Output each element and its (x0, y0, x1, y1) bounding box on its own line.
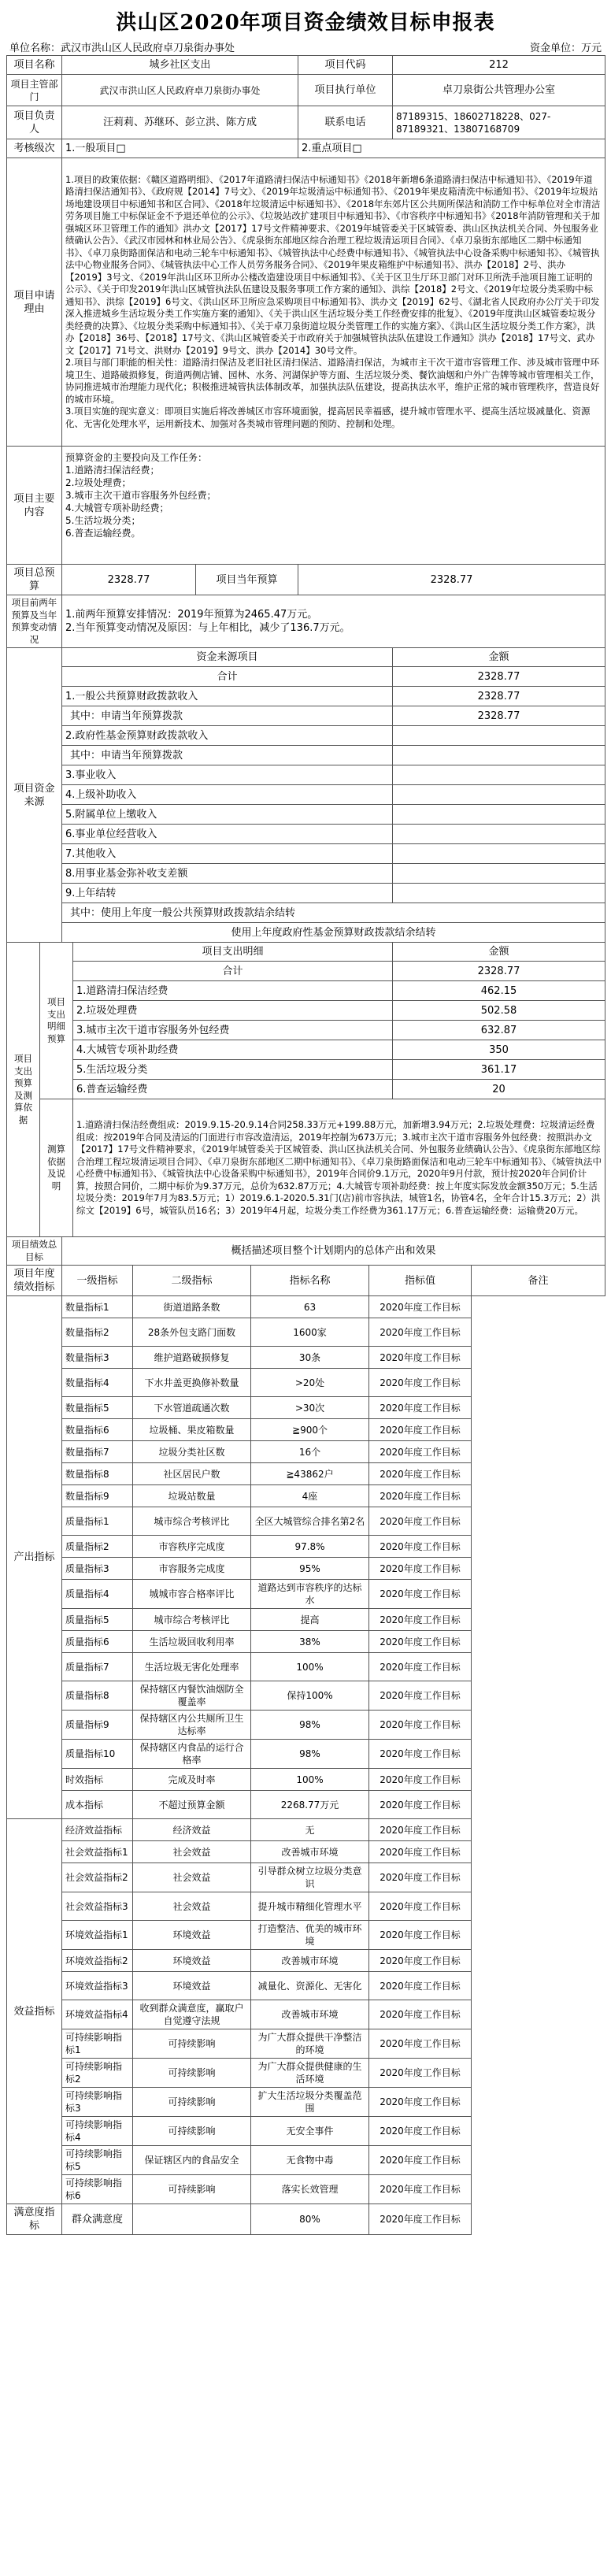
perf-indicator-name: 可持续影响 (133, 2117, 251, 2146)
perf-indicator-name: 保持辖区内公共厕所卫生达标率 (133, 1711, 251, 1740)
page-title: 洪山区2020年项目资金绩效目标申报表 (116, 11, 495, 35)
project-name: 城乡社区支出 (62, 56, 298, 75)
expense-row-name: 1.道路清扫保洁经费 (73, 981, 393, 1001)
main-content-item: 6.普查运输经费。 (65, 528, 141, 539)
perf-indicator-l2: 社会效益指标2 (62, 1863, 133, 1892)
perf-indicator-note: 2020年度工作目标 (369, 1369, 472, 1397)
perf-indicator-value: 改善城市环境 (251, 1841, 369, 1863)
perf-header-name: 指标名称 (251, 1266, 369, 1296)
funding-row-name: 1.一般公共预算财政拨款收入 (62, 687, 393, 706)
perf-body (7, 1296, 605, 2235)
perf-indicator-name: 下水井盖更换修补数量 (133, 1369, 251, 1397)
perf-indicator-name: 维护道路破损修复 (133, 1347, 251, 1369)
perf-indicator-name: 城城市容合格率评比 (133, 1580, 251, 1609)
perf-indicator-name: 28条外包支路门面数 (133, 1318, 251, 1347)
perf-indicator-note: 2020年度工作目标 (369, 2000, 472, 2029)
exec-unit-value: 卓刀泉街公共管理办公室 (393, 75, 605, 106)
perf-year-label: 项目年度绩效指标 (7, 1266, 62, 1296)
perf-indicator-l2: 数量指标2 (62, 1318, 133, 1347)
funding-source-label: 项目资金来源 (7, 648, 62, 943)
total-budget-label: 项目总预算 (7, 565, 62, 595)
expense-table (6, 942, 605, 1237)
funding-row-name: 5.附属单位上缴收入 (62, 805, 393, 825)
perf-indicator-name: 市容秩序完成度 (133, 1536, 251, 1558)
main-content-item: 2.垃圾处理费； (65, 477, 131, 488)
calc-basis-label: 测算依据及说明 (40, 1099, 73, 1237)
perf-indicator-name: 环境效益 (133, 1972, 251, 2000)
funding-row-name: 其中：申请当年预算拨款 (62, 746, 393, 765)
perf-indicator-name: 经济效益 (133, 1819, 251, 1841)
perf-indicator-l2: 数量指标9 (62, 1485, 133, 1507)
perf-indicator-value: 扩大生活垃圾分类覆盖范围 (251, 2088, 369, 2117)
project-name-label: 项目名称 (7, 56, 62, 75)
perf-indicator-note: 2020年度工作目标 (369, 1463, 472, 1485)
perf-header-value: 指标值 (369, 1266, 472, 1296)
perf-indicator-l2: 时效指标 (62, 1769, 133, 1791)
perf-indicator-name: 社会效益 (133, 1892, 251, 1921)
funding-row-name: 7.其他收入 (62, 844, 393, 864)
expense-section-label: 项目支出预算及测算依据 (7, 943, 40, 1237)
perf-indicator-l2: 质量指标8 (62, 1681, 133, 1711)
perf-indicator-value: 2268.77万元 (251, 1791, 369, 1819)
perf-indicator-name: 环境效益 (133, 1921, 251, 1950)
perf-indicator-value: 落实长效管理 (251, 2175, 369, 2204)
perf-indicator-note: 2020年度工作目标 (369, 2117, 472, 2146)
performance-table (6, 1236, 605, 2235)
funding-row-name: 9.上年结转 (62, 884, 393, 903)
perf-indicator-value: 提升城市精细化管理水平 (251, 1892, 369, 1921)
funding-row-amount (393, 864, 605, 884)
perf-indicator-note: 2020年度工作目标 (369, 2088, 472, 2117)
expense-row-amount: 350 (393, 1040, 605, 1060)
perf-indicator-l2: 可持续影响指标4 (62, 2117, 133, 2146)
perf-indicator-l2: 可持续影响指标5 (62, 2146, 133, 2175)
perf-indicator-name: 市容服务完成度 (133, 1558, 251, 1580)
funding-row-name: 6.事业单位经营收入 (62, 825, 393, 844)
expense-row-amount: 361.17 (393, 1060, 605, 1080)
funding-row-name: 3.事业收入 (62, 765, 393, 785)
perf-indicator-value: 为广大群众提供健康的生活环境 (251, 2059, 369, 2088)
perf-indicator-note: 2020年度工作目标 (369, 2175, 472, 2204)
output-indicator-label: 产出指标 (7, 1296, 62, 1819)
perf-indicator-l2: 质量指标7 (62, 1653, 133, 1681)
year-budget-label: 项目当年预算 (196, 565, 298, 595)
perf-indicator-note: 2020年度工作目标 (369, 1819, 472, 1841)
expense-row-name: 3.城市主次干道市容服务外包经费 (73, 1021, 393, 1040)
funding-row-name: 使用上年度政府性基金预算财政拨款结余结转 (62, 923, 605, 943)
funding-row-amount: 2328.77 (393, 687, 605, 706)
perf-indicator-l2: 可持续影响指标3 (62, 2088, 133, 2117)
main-content-label: 项目主要内容 (7, 447, 62, 565)
perf-indicator-name: 垃圾站数量 (133, 1485, 251, 1507)
perf-indicator-l2: 经济效益指标 (62, 1819, 133, 1841)
level-key[interactable]: 2.重点项目□ (298, 139, 605, 158)
perf-indicator-value: 1600家 (251, 1318, 369, 1347)
perf-indicator-value: >30次 (251, 1397, 369, 1419)
phone-label: 联系电话 (298, 106, 393, 139)
exec-unit-label: 项目执行单位 (298, 75, 393, 106)
perf-indicator-note: 2020年度工作目标 (369, 1296, 472, 1318)
perf-indicator-value: 无安全事件 (251, 2117, 369, 2146)
funding-row-amount: 2328.77 (393, 706, 605, 726)
prev-budget-content (62, 595, 605, 648)
expense-row-name: 合计 (73, 962, 393, 981)
perf-indicator-note: 2020年度工作目标 (369, 1863, 472, 1892)
funding-row-amount (393, 746, 605, 765)
expense-row-amount: 2328.77 (393, 962, 605, 981)
perf-indicator-name: 保证辖区内的食品安全 (133, 2146, 251, 2175)
project-code: 212 (393, 56, 605, 75)
perf-indicator-name: 生活垃圾回收利用率 (133, 1631, 251, 1653)
perf-indicator-l2: 数量指标1 (62, 1296, 133, 1318)
perf-indicator-value: 98% (251, 1711, 369, 1740)
level-label: 考核级次 (7, 139, 62, 158)
perf-indicator-value: 38% (251, 1631, 369, 1653)
perf-indicator-note: 2020年度工作目标 (369, 1921, 472, 1950)
main-content-item: 1.道路清扫保洁经费； (65, 465, 160, 476)
funding-row-name: 8.用事业基金弥补收支差额 (62, 864, 393, 884)
funding-source-table (6, 647, 605, 943)
funding-col-header: 资金来源项目 (62, 648, 393, 667)
perf-indicator-value: 30条 (251, 1347, 369, 1369)
perf-indicator-note: 2020年度工作目标 (369, 1950, 472, 1972)
perf-indicator-name: 完成及时率 (133, 1769, 251, 1791)
satisfaction-indicator-label: 满意度指标 (7, 2204, 62, 2235)
basis-label: 项目申请理由 (7, 158, 62, 447)
perf-indicator-name: 城市综合考核评比 (133, 1507, 251, 1536)
perf-goal-label: 项目绩效总目标 (7, 1237, 62, 1266)
funding-row-amount (393, 785, 605, 805)
prev-budget-line1: 1.前两年预算安排情况：2019年预算为2465.47万元。 (65, 609, 318, 621)
perf-indicator-note: 2020年度工作目标 (369, 1892, 472, 1921)
perf-indicator-l2: 社会效益指标3 (62, 1892, 133, 1921)
funding-row-name: 2.政府性基金预算财政拨款收入 (62, 726, 393, 746)
perf-indicator-note: 2020年度工作目标 (369, 1681, 472, 1711)
main-content-intro: 预算资金的主要投向及工作任务： (65, 452, 208, 463)
expense-detail-label: 项目支出明细预算 (40, 943, 73, 1099)
perf-indicator-l2: 数量指标3 (62, 1347, 133, 1369)
perf-indicator-value: ≧900个 (251, 1419, 369, 1441)
leader-label: 项目负责人 (7, 106, 62, 139)
perf-indicator-value: >20处 (251, 1369, 369, 1397)
perf-indicator-name: 社会效益 (133, 1863, 251, 1892)
perf-indicator-l2: 数量指标5 (62, 1397, 133, 1419)
perf-indicator-value: 100% (251, 1769, 369, 1791)
perf-indicator-value: 97.8% (251, 1536, 369, 1558)
main-content-item: 3.城市主次干道市容服务外包经费； (65, 490, 217, 501)
perf-indicator-name: 环境效益 (133, 1950, 251, 1972)
funding-row-name: 其中：申请当年预算拨款 (62, 706, 393, 726)
perf-indicator-name: 垃圾分类社区数 (133, 1441, 251, 1463)
perf-indicator-note: 2020年度工作目标 (369, 1740, 472, 1769)
dept-value: 武汉市洪山区人民政府卓刀泉街办事处 (62, 75, 298, 106)
perf-indicator-value: 80% (251, 2204, 369, 2235)
perf-indicator-note: 2020年度工作目标 (369, 1419, 472, 1441)
perf-indicator-l2: 环境效益指标3 (62, 1972, 133, 2000)
perf-indicator-l2: 质量指标5 (62, 1609, 133, 1631)
perf-indicator-note: 2020年度工作目标 (369, 1631, 472, 1653)
perf-goal-desc: 概括描述项目整个计划期内的总体产出和效果 (62, 1237, 605, 1266)
funding-row-amount (393, 844, 605, 864)
perf-indicator-l2: 质量指标1 (62, 1507, 133, 1536)
perf-indicator-l2: 环境效益指标2 (62, 1950, 133, 1972)
perf-header-l1: 一级指标 (62, 1266, 133, 1296)
dept-label: 项目主管部门 (7, 75, 62, 106)
perf-indicator-l2: 数量指标7 (62, 1441, 133, 1463)
expense-row-name: 2.垃圾处理费 (73, 1001, 393, 1021)
perf-indicator-note: 2020年度工作目标 (369, 1791, 472, 1819)
perf-indicator-note: 2020年度工作目标 (369, 1711, 472, 1740)
perf-indicator-value: 98% (251, 1740, 369, 1769)
perf-indicator-name: 城市综合考核评比 (133, 1609, 251, 1631)
perf-indicator-note: 2020年度工作目标 (369, 1318, 472, 1347)
perf-header-note: 备注 (472, 1266, 605, 1296)
perf-indicator-note: 2020年度工作目标 (369, 1841, 472, 1863)
basis-text: 1.项目的政策依据：《赣区道路明细》、《2017年道路清扫保洁中标通知书》《2018年新增6条道路清扫保洁中标通知书》、《2019年道路清扫保洁通知书》、《政府规【2014】7号文》、《2019年垃圾清运中标通知书》、《2019年果皮箱清洗中标通知书》、《2019年垃圾站场地建设项目中标通知书和区合同》、《2018年垃圾清运中标通知书》、《2018年东郊片区公共厕所保洁和消防工作中标单位对全市清洁劳务项目施工中标保证金不予退还单位的公示》、《垃圾站改扩建项目中标通知书》、《市容秩序中标通知书》《2018年消防管理和关于加强城区环卫管理工作的通知》洪办文【2017】17号文件精神要求、《2019年城管委关于区城管委、洪山区执法机关合同、外包服务业绩确认公告》、《武汉市园林和林业局公告》、《虎泉街东部地区综合治理工程垃圾清运项目合同》、《卓刀泉街东部地区二期中标通知书》、《卓刀泉街路面保洁和电动三轮车中标通知书》、《城管执法中心经费中标通知书》、《城管执法中心设备采购中标通知书》、《城管执法中心物业服务合同》、《城管执法中心工作人员劳务服务合同》、《2019年果皮箱维护中标通知书》、洪办【2018】2号、洪办【2019】3号文、《2019年洪山区环卫所办公楼改造建设项目中标通知书》、《关于区卫生厅环卫部门对环卫所洗手池项目施工证明的公示》、《关于印发2019年洪山区城管执法队伍建设及服务事项工作方案的通知》、洪综【2018】2号文、《2019年垃圾分类采购中标通知书》、洪综【2019】6号文、《洪山区环卫所应急采购项目中标通知书》、洪办文【2019】62号、《湖北省人民政府办公厅关于印发深入推进城乡生活垃圾分类工作实施方案的通知》、《关于洪山区生活垃圾分类工作经费安排的批复》、《2019年度洪山区城管委垃圾分类经费的决算》、《垃圾分类采购中标通知书》、《关于卓刀泉街道垃圾分类管理工作的实施方案》、《洪山区生活垃圾分类工作方案》，洪办【2018】36号、【2018】17号文、《洪山区城管委关于市政府关于加强城管执法队伍建设工作通知》洪办【2018】17号文、武办文【2017】71号文、洪财办【2019】9号文、洪办【2014】30号文件。 2.项目与部门职能的相关性：道路清扫保洁及老旧社区清扫保洁、道路清扫保洁，为城市主干次干道市容管理工作、涉及城市管理中环境卫生、道路破损修复，街道两侧店铺、园林、水务、河湖保护等方面、生活垃圾分类、餐饮油烟和户外广告牌等城市管理相关工作，协同推进城市治理能力现代化；积极推进城管执法体制改革，加强执法队伍建设，提高执法水平，维护正常的城市管理秩序，营造良好的城市环境。 3.项目实施的现实意义：即项目实施后将改善城区市容环境面貌，提高居民幸福感，提升城市管理水平、提高生活垃圾减量化、资源化、无害化处理水平，运用新技术、加强对各类城市管理问题的预防、控制和处理。 (62, 158, 605, 447)
level-general[interactable]: 1.一般项目□ (62, 139, 298, 158)
perf-indicator-l2: 数量指标6 (62, 1419, 133, 1441)
perf-header-l2: 二级指标 (133, 1266, 251, 1296)
prev-budget-label: 项目前两年预算及当年预算变动情况 (7, 595, 62, 648)
perf-indicator-note: 2020年度工作目标 (369, 1653, 472, 1681)
perf-indicator-note: 2020年度工作目标 (369, 2146, 472, 2175)
perf-indicator-note: 2020年度工作目标 (369, 1558, 472, 1580)
perf-indicator-l2: 质量指标4 (62, 1580, 133, 1609)
perf-indicator-note: 2020年度工作目标 (369, 1347, 472, 1369)
perf-indicator-name-blank (133, 2204, 251, 2235)
funding-row-name: 其中：使用上年度一般公共预算财政拨款结余结转 (62, 903, 605, 923)
perf-indicator-note: 2020年度工作目标 (369, 2204, 472, 2235)
perf-indicator-value: 4座 (251, 1485, 369, 1507)
expense-col-header: 项目支出明细 (73, 943, 393, 962)
perf-indicator-note: 2020年度工作目标 (369, 1536, 472, 1558)
perf-indicator-value: 减量化、资源化、无害化 (251, 1972, 369, 2000)
perf-indicator-l2: 可持续影响指标6 (62, 2175, 133, 2204)
perf-indicator-note: 2020年度工作目标 (369, 1441, 472, 1463)
project-code-label: 项目代码 (298, 56, 393, 75)
expense-row-name: 6.普查运输经费 (73, 1080, 393, 1099)
perf-indicator-name: 保持辖区内食品的运行合格率 (133, 1740, 251, 1769)
perf-indicator-note: 2020年度工作目标 (369, 1972, 472, 2000)
funding-row-amount (393, 825, 605, 844)
perf-indicator-name: 群众满意度 (62, 2204, 133, 2235)
expense-row-amount: 20 (393, 1080, 605, 1099)
phone-value: 87189315、18602718228、027-87189321、13807168709 (393, 106, 605, 139)
currency-label: 资金单位：万元 (529, 42, 602, 54)
perf-indicator-value: 无 (251, 1819, 369, 1841)
perf-indicator-l2: 可持续影响指标1 (62, 2029, 133, 2059)
perf-indicator-value: 95% (251, 1558, 369, 1580)
perf-indicator-value: ≧43862户 (251, 1463, 369, 1485)
perf-indicator-note: 2020年度工作目标 (369, 1507, 472, 1536)
perf-indicator-value: 为广大群众提供干净整洁的环境 (251, 2029, 369, 2059)
perf-indicator-name: 生活垃圾无害化处理率 (133, 1653, 251, 1681)
perf-indicator-l2: 可持续影响指标2 (62, 2059, 133, 2088)
perf-indicator-note: 2020年度工作目标 (369, 1485, 472, 1507)
perf-indicator-value: 改善城市环境 (251, 2000, 369, 2029)
funding-row-amount: 2328.77 (393, 667, 605, 687)
perf-indicator-name: 可持续影响 (133, 2029, 251, 2059)
perf-indicator-value: 改善城市环境 (251, 1950, 369, 1972)
perf-indicator-l2: 数量指标8 (62, 1463, 133, 1485)
perf-indicator-name: 保持辖区内餐饮油烟防全覆盖率 (133, 1681, 251, 1711)
perf-indicator-value: 无食物中毒 (251, 2146, 369, 2175)
meta-row (6, 38, 605, 55)
perf-indicator-l2: 数量指标4 (62, 1369, 133, 1397)
expense-row-amount: 502.58 (393, 1001, 605, 1021)
perf-indicator-value: 保持100% (251, 1681, 369, 1711)
perf-indicator-value: 打造整洁、优美的城市环境 (251, 1921, 369, 1950)
prev-budget-line2: 2.当年预算变动情况及原因：与上年相比，减少了136.7万元。 (65, 622, 350, 634)
unit-label: 单位名称：武汉市洪山区人民政府卓刀泉街办事处 (9, 42, 235, 54)
perf-indicator-l2: 社会效益指标1 (62, 1841, 133, 1863)
expense-amount-header: 金额 (393, 943, 605, 962)
perf-indicator-note: 2020年度工作目标 (369, 1769, 472, 1791)
perf-indicator-l2: 质量指标9 (62, 1711, 133, 1740)
perf-indicator-value: 63 (251, 1296, 369, 1318)
expense-row-name: 5.生活垃圾分类 (73, 1060, 393, 1080)
perf-indicator-l2: 质量指标10 (62, 1740, 133, 1769)
funding-row-amount (393, 884, 605, 903)
perf-indicator-name: 街道道路条数 (133, 1296, 251, 1318)
funding-row-name: 4.上级补助收入 (62, 785, 393, 805)
perf-indicator-value: 100% (251, 1653, 369, 1681)
expense-row-amount: 462.15 (393, 981, 605, 1001)
basic-info-table (6, 55, 605, 648)
perf-indicator-l2: 环境效益指标4 (62, 2000, 133, 2029)
leaders-value: 汪莉莉、苏继环、彭立洪、陈方成 (62, 106, 298, 139)
perf-indicator-value: 提高 (251, 1609, 369, 1631)
perf-indicator-note: 2020年度工作目标 (369, 2059, 472, 2088)
perf-indicator-value: 道路达到市容秩序的达标水 (251, 1580, 369, 1609)
perf-indicator-value: 全区大城管综合排名第2名 (251, 1507, 369, 1536)
perf-indicator-name: 可持续影响 (133, 2175, 251, 2204)
total-budget-value: 2328.77 (62, 565, 196, 595)
perf-indicator-l2: 成本指标 (62, 1791, 133, 1819)
perf-indicator-note: 2020年度工作目标 (369, 1397, 472, 1419)
year-budget-value: 2328.77 (298, 565, 605, 595)
perf-indicator-name: 收到群众满意度，赢取户自觉遵守法规 (133, 2000, 251, 2029)
funding-amount-header: 金额 (393, 648, 605, 667)
perf-indicator-name: 可持续影响 (133, 2088, 251, 2117)
main-content (62, 447, 605, 565)
calc-basis-text: 1.道路清扫保洁经费组成：2019.9.15-20.9.14合同258.33万元+199.88万元，加新增3.94万元；2.垃圾处理费：垃圾清运经费组成：按2019年合同及清运的门面进行市容改造清运，2019年控制为673万元；3.城市主次干道市容服务外包经费：按照洪办文【2017】17号文件精神要求，《2019年城管委关于区城管委、洪山区执法机关合同、外包服务业绩确认公告》、《虎泉街东部地区综合治理工程垃圾清运项目合同》、《卓刀泉街东部地区二期中标通知书》、《卓刀泉街路面保洁和电动三轮车中标通知书》、《城管执法中心经费中标通知书》、《城管执法中心设备采购中标通知书》，2019年合同价9.1万元，2020年9月付款，预计按2020年合同价计算，按照合同价，二期中标价为9.37万元，总价为632.87万元；4.大城管专项补助经费：按上年度实际发放金额350万元；5.生活垃圾分类：2019年7月为83.5万元；1）2019.6.1-2020.5.31门(店)前市容执法，城管1名，协管4名，全年合计15.3万元；2）洪综文【2019】6号，城管队员16名；3）2019年4月起，垃圾分类工作经费为361.17万元；6.普查运输经费：运输费20万元。 (73, 1099, 605, 1237)
funding-row-amount (393, 805, 605, 825)
main-content-item: 4.大城管专项补助经费； (65, 502, 169, 513)
perf-indicator-l2: 质量指标6 (62, 1631, 133, 1653)
perf-indicator-name: 下水管道疏通次数 (133, 1397, 251, 1419)
perf-indicator-name: 可持续影响 (133, 2059, 251, 2088)
perf-indicator-note: 2020年度工作目标 (369, 2029, 472, 2059)
funding-row-amount (393, 726, 605, 746)
expense-row-amount: 632.87 (393, 1021, 605, 1040)
perf-indicator-l2: 质量指标3 (62, 1558, 133, 1580)
perf-indicator-name: 不超过预算金额 (133, 1791, 251, 1819)
expense-row-name: 4.大城管专项补助经费 (73, 1040, 393, 1060)
perf-indicator-name: 垃圾桶、果皮箱数量 (133, 1419, 251, 1441)
perf-indicator-value: 16个 (251, 1441, 369, 1463)
perf-indicator-note: 2020年度工作目标 (369, 1609, 472, 1631)
funding-row-amount (393, 765, 605, 785)
perf-indicator-l2: 质量指标2 (62, 1536, 133, 1558)
effect-indicator-label: 效益指标 (7, 1819, 62, 2204)
perf-indicator-note: 2020年度工作目标 (369, 1580, 472, 1609)
main-content-item: 5.生活垃圾分类； (65, 515, 141, 526)
perf-indicator-l2: 环境效益指标1 (62, 1921, 133, 1950)
perf-indicator-name: 社区居民户数 (133, 1463, 251, 1485)
funding-row-name: 合计 (62, 667, 393, 687)
perf-indicator-value: 引导群众树立垃圾分类意识 (251, 1863, 369, 1892)
perf-indicator-name: 社会效益 (133, 1841, 251, 1863)
